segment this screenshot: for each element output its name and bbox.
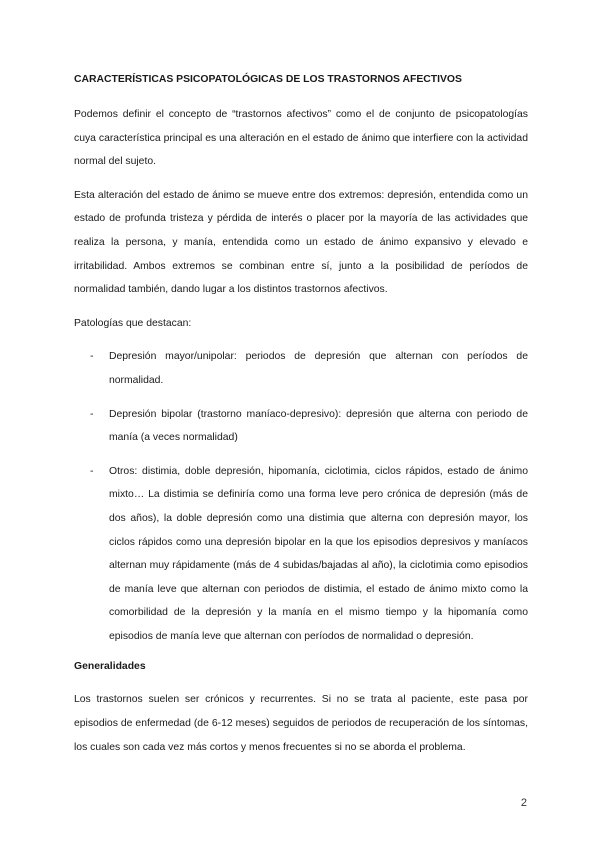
page-number: 2: [520, 797, 527, 809]
list-item: [74, 345, 528, 392]
document-page: [74, 73, 528, 769]
list-bullet: -: [90, 408, 94, 420]
list-bullet: -: [90, 351, 94, 363]
intro-paragraph-1: Podemos definir el concepto de “trastornos afectivos” como el de conjunto de psicopatologías cuya característica principal es una alteración en el estado de ánimo que interfiere con la actividad normal del sujeto.: [74, 109, 528, 168]
list-bullet: -: [90, 465, 94, 477]
list-item: [74, 403, 528, 450]
section-heading-generalidades: Generalidades: [74, 661, 146, 673]
list-intro: Patologías que destacan:: [74, 317, 192, 329]
section-paragraph: Los trastornos suelen ser crónicos y recurrentes. Si no se trata al paciente, este pasa por episodios de enfermedad (de 6-12 meses) seguidos de periodos de recuperación de los síntomas, los cuales son cada vez más cortos y menos frecuentes si no se aborda el problema.: [74, 694, 528, 753]
list-item-text: Otros: distimia, doble depresión, hipomanía, ciclotimia, ciclos rápidos, estado de ánimo mixto… La distimia se definiría como una forma leve pero crónica de depresión (más de dos años), la doble depresión como una distimia que alterna con depresión mayor, los ciclos rápidos como una depresión bipolar en la que los episodios depresivos y maníacos alternan muy rápidamente (más de 4 subidas/bajadas al año), la ciclotimia como episodios de manía leve que alternan con periodos de distimia, el estado de ánimo mixto como la comorbilidad de la depresión y la manía en el mismo tiempo y la hipomanía como episodios de manía leve que alternan con períodos de normalidad o depresión.: [109, 465, 528, 642]
document-title: CARACTERÍSTICAS PSICOPATOLÓGICAS DE LOS TRASTORNOS AFECTIVOS: [74, 74, 462, 85]
intro-paragraph-2: Esta alteración del estado de ánimo se mueve entre dos extremos: depresión, entendida como un estado de profunda tristeza y pérdida de interés o placer por la mayoría de las actividades que realiza la persona, y manía, entendida como un estado de ánimo expansivo y elevado e irritabilidad. Ambos extremos se combinan entre sí, junto a la posibilidad de períodos de normalidad también, dando lugar a los distintos trastornos afectivos.: [74, 189, 528, 296]
list-item-text: Depresión mayor/unipolar: periodos de depresión que alternan con períodos de normalidad.: [109, 351, 528, 386]
pathologies-list: [74, 345, 528, 648]
list-item: [74, 460, 528, 649]
list-item-text: Depresión bipolar (trastorno maníaco-depresivo): depresión que alterna con periodo de manía (a veces normalidad): [109, 408, 528, 444]
